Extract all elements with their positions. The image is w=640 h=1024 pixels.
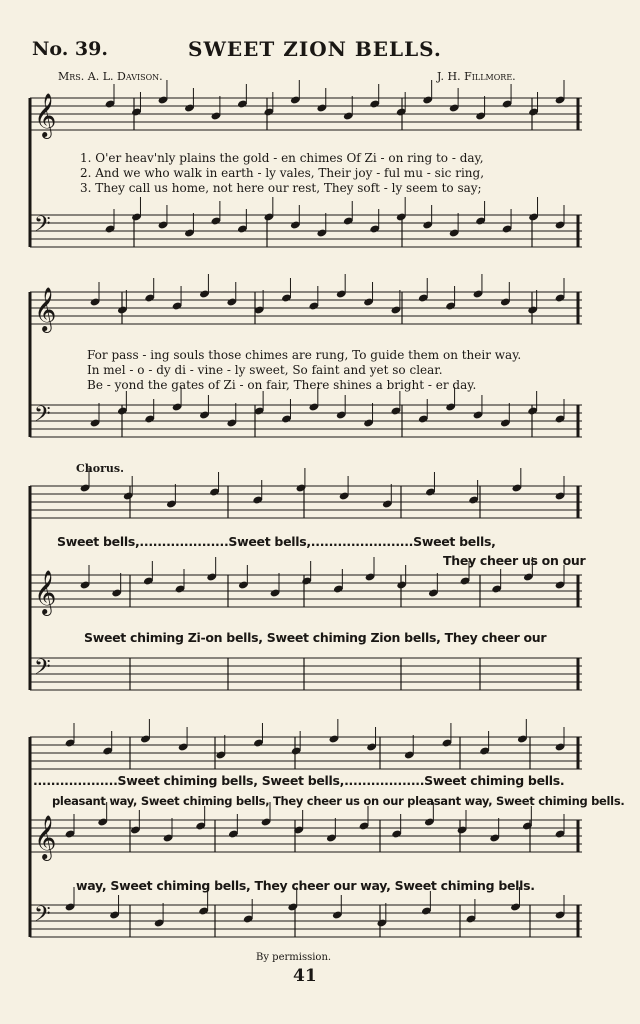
hymn-title: SWEET ZION BELLS. (188, 37, 442, 61)
treble-clef-icon: 𝄞 (34, 287, 57, 331)
treble-clef-icon: 𝄞 (34, 570, 57, 614)
permission-note: By permission. (256, 952, 332, 963)
chorus-lyric-3: Sweet chiming Zi-on bells, Sweet chiming Zion bells, They cheer our (84, 630, 547, 645)
verse-3-line-1: 3. They call us home, not here our rest, They soft - ly seem to say; (80, 181, 482, 195)
chorus-lyric-2: They cheer us on our (443, 553, 586, 568)
chorus-lyric-1: Sweet bells,....................Sweet bells,.......................Sweet bells, (57, 534, 496, 549)
composer-credit: J. H. Fillmore. (437, 70, 516, 83)
bass-clef-icon: 𝄢 (34, 402, 51, 432)
bass-clef-icon: 𝄢 (34, 212, 51, 242)
chorus-label: Chorus. (76, 462, 124, 475)
verse-3-line-2: Be - yond the gates of Zi - on fair, There shines a bright - er day. (87, 378, 477, 392)
hymn-number: No. 39. (32, 38, 108, 60)
treble-clef-icon: 𝄞 (34, 93, 57, 137)
treble-clef-icon: 𝄞 (34, 815, 57, 859)
bass-clef-icon: 𝄢 (34, 655, 51, 685)
verse-1-line-2: For pass - ing souls those chimes are rung, To guide them on their way. (87, 348, 522, 362)
chorus-lyric-5: pleasant way, Sweet chiming bells, They cheer us on our pleasant way, Sweet chiming bells. (52, 794, 625, 808)
verse-2-line-1: 2. And we who walk in earth - ly vales, Their joy - ful mu - sic ring, (80, 166, 485, 180)
verse-1-line-1: 1. O'er heav'nly plains the gold - en chimes Of Zi - on ring to - day, (80, 151, 484, 165)
page-number: 41 (293, 966, 317, 986)
chorus-lyric-4: ...................Sweet chiming bells, Sweet bells,..................Sweet chiming bells. (33, 773, 565, 788)
chorus-lyric-6: way, Sweet chiming bells, They cheer our way, Sweet chiming bells. (76, 878, 535, 893)
author-credit: Mrs. A. L. Davison. (58, 70, 163, 83)
verse-2-line-2: In mel - o - dy di - vine - ly sweet, So faint and yet so clear. (87, 363, 443, 377)
bass-clef-icon: 𝄢 (34, 902, 51, 932)
